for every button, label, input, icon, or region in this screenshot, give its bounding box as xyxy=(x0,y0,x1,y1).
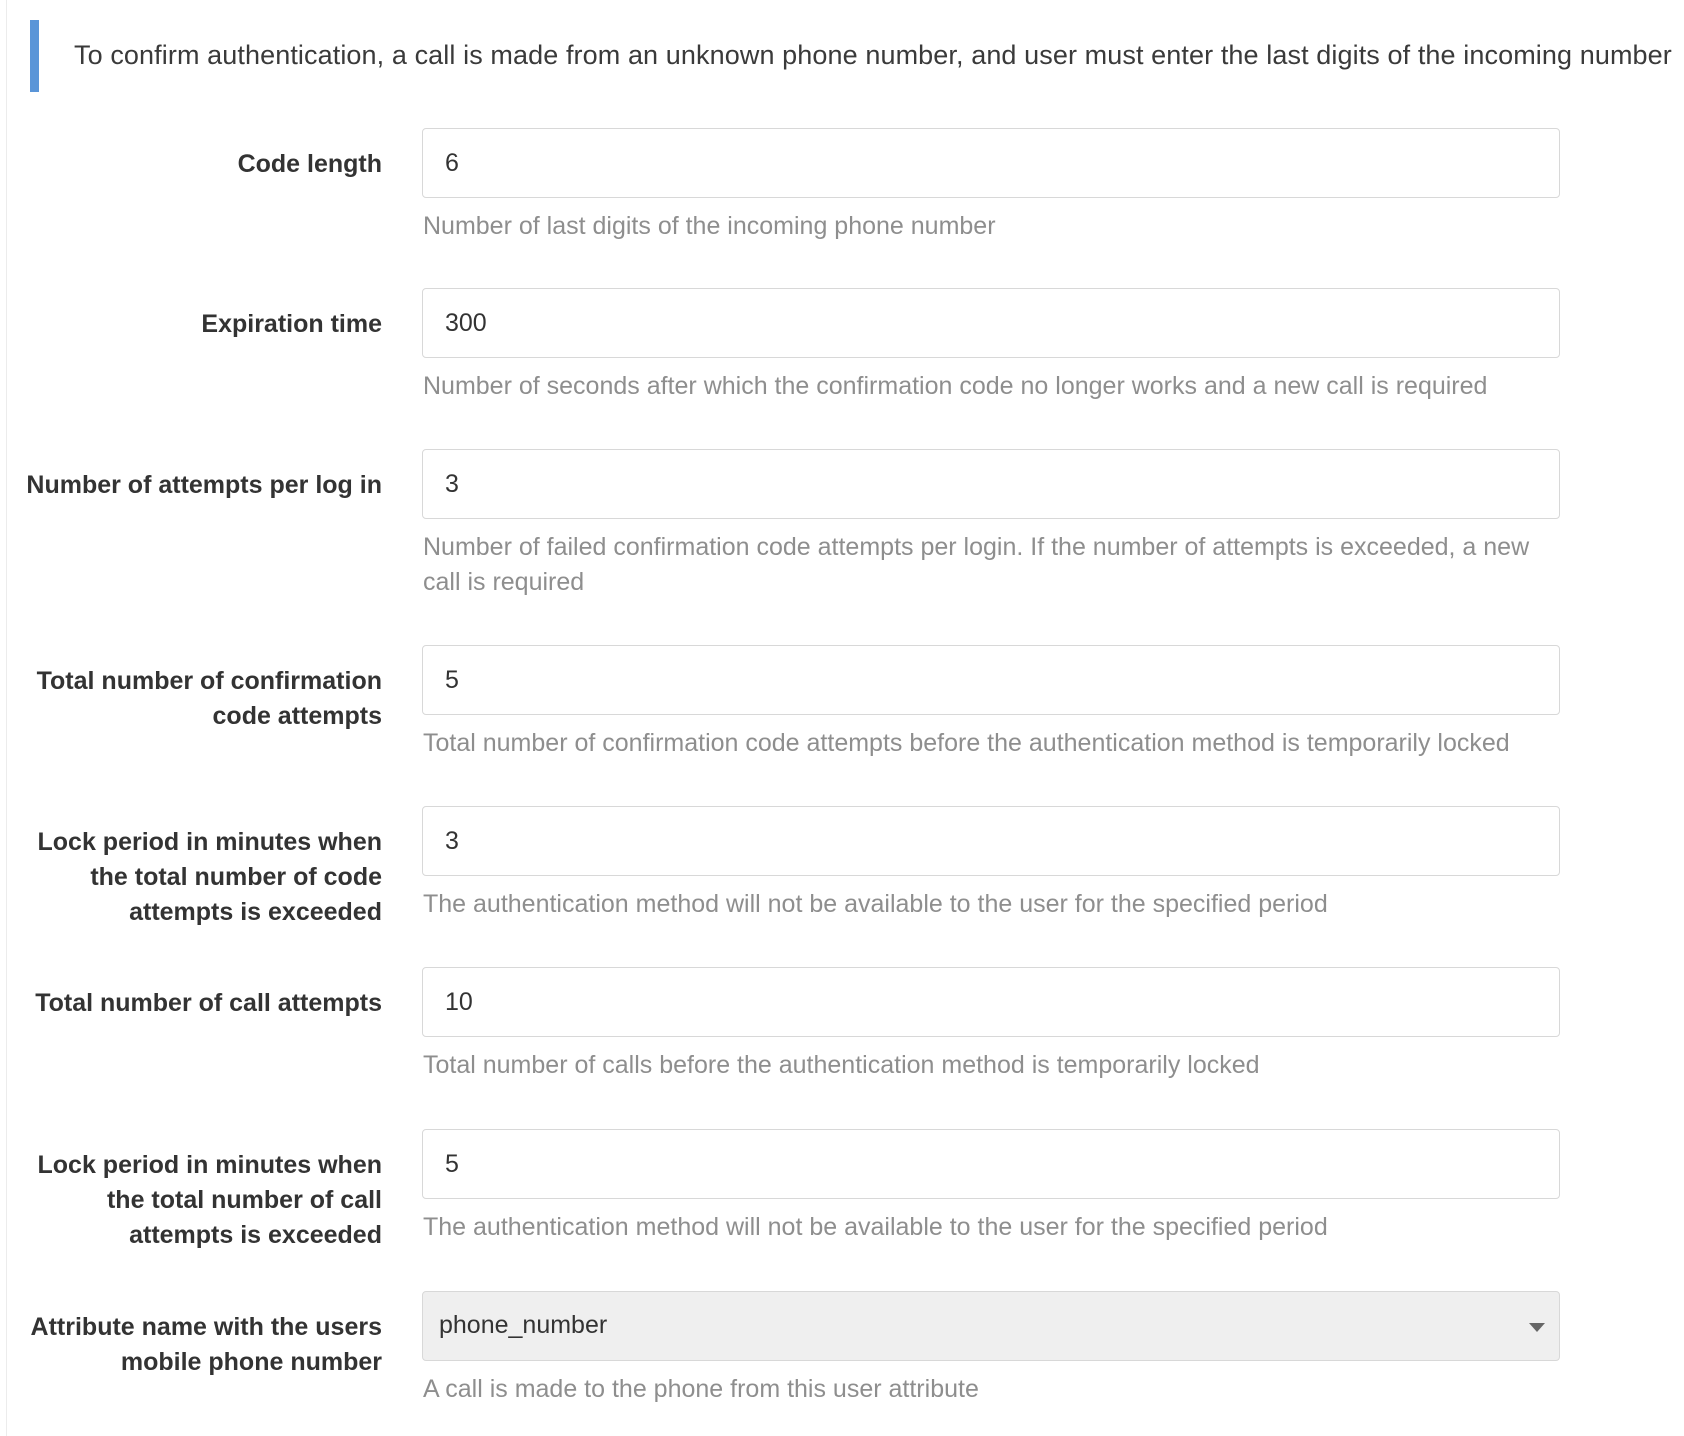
call-lock-period-input[interactable] xyxy=(422,1129,1560,1199)
phone-attribute-select[interactable] xyxy=(422,1291,1560,1361)
callout-text: To confirm authentication, a call is made from an unknown phone number, and user must enter the last digits of the incoming number xyxy=(74,40,1672,70)
code-length-label: Code length xyxy=(237,150,382,178)
code-lock-period-help: The authentication method will not be available to the user for the specified period xyxy=(423,890,1328,918)
phone-attribute-help: A call is made to the phone from this user attribute xyxy=(423,1375,979,1403)
total-call-attempts-help: Total number of calls before the authentication method is temporarily locked xyxy=(423,1051,1260,1079)
attempts-per-login-input[interactable] xyxy=(422,449,1560,519)
call-lock-period-label: Lock period in minutes when the total number of call attempts is exceeded xyxy=(37,1151,382,1249)
code-lock-period-label: Lock period in minutes when the total number of code attempts is exceeded xyxy=(37,828,382,926)
expiration-time-label: Expiration time xyxy=(201,310,382,338)
info-callout xyxy=(30,20,1670,92)
phone-attribute-selected-value: phone_number xyxy=(439,1311,608,1339)
attempts-per-login-label: Number of attempts per log in xyxy=(26,471,382,499)
expiration-time-help: Number of seconds after which the confirmation code no longer works and a new call is required xyxy=(423,372,1488,400)
total-code-attempts-input[interactable] xyxy=(422,645,1560,715)
panel-left-border xyxy=(6,0,7,1436)
chevron-down-icon[interactable] xyxy=(1529,1323,1545,1332)
total-call-attempts-input[interactable] xyxy=(422,967,1560,1037)
attempts-per-login-help: Number of failed confirmation code attempts per login. If the number of attempts is exceeded, a new call is required xyxy=(423,533,1530,596)
expiration-time-input[interactable] xyxy=(422,288,1560,358)
code-lock-period-input[interactable] xyxy=(422,806,1560,876)
phone-attribute-label: Attribute name with the users mobile phone number xyxy=(30,1313,382,1376)
total-code-attempts-label: Total number of confirmation code attempts xyxy=(36,667,382,730)
code-length-input[interactable] xyxy=(422,128,1560,198)
call-lock-period-help: The authentication method will not be available to the user for the specified period xyxy=(423,1213,1328,1241)
total-call-attempts-label: Total number of call attempts xyxy=(35,989,382,1017)
total-code-attempts-help: Total number of confirmation code attempts before the authentication method is temporarily locked xyxy=(423,729,1510,757)
code-length-help: Number of last digits of the incoming phone number xyxy=(423,212,996,240)
